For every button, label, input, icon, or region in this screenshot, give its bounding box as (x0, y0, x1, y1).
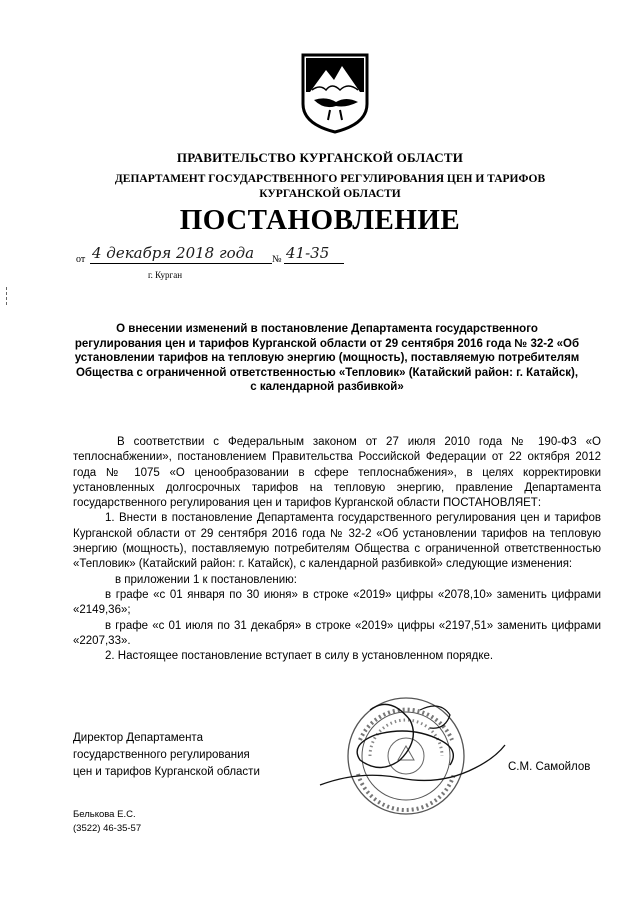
document-subject: О внесении изменений в постановление Департамента государственного регулирования цен и тарифов Курганской области от 29 сентября 2016 года № 32-2 «Об установлении тарифов на тепловую энергию (мощность), поставляемую потребителям Общества с ограниченной ответственностью «Тепловик» (Катайский район: г. Катайск), с календарной разбивкой» (74, 323, 580, 394)
signer-position-line-1: Директор Департамента (73, 732, 203, 744)
executor-info (73, 808, 141, 836)
dateline (76, 246, 376, 276)
document-title: ПОСТАНОВЛЕНИЕ (179, 204, 461, 236)
preamble-paragraph: В соответствии с Федеральным законом от 27 июля 2010 года № 190-ФЗ «О теплоснабжении», постановлением Правительства Российской Федерации от 22 октября 2012 года № 1075 «О ценообразовании в сфере теплоснабжения», в целях корректировки установленных долгосрочных тарифов на тепловую энергию, правление Департамента государственного регулирования цен и тарифов Курганской области ПОСТАНОВЛЯЕТ: (73, 436, 601, 510)
item-1-change-second: в графе «с 01 июля по 31 декабря» в строке «2019» цифры «2197,51» заменить цифрами «2207,33». (73, 619, 601, 647)
department-heading: ДЕПАРТАМЕНТ ГОСУДАРСТВЕННОГО РЕГУЛИРОВАНИЯ ЦЕН И ТАРИФОВ КУРГАНСКОЙ ОБЛАСТИ (114, 173, 546, 200)
handwritten-signature (300, 690, 530, 800)
number-label: № (272, 254, 282, 265)
item-1-appendix-line: в приложении 1 к постановлению: (115, 573, 297, 586)
margin-mark (6, 287, 8, 305)
date-underline (90, 263, 272, 264)
item-1-paragraph: 1. Внести в постановление Департамента государственного регулирования цен и тарифов Курганской области от 29 сентября 2016 года № 32-2 «Об установлении тарифов на тепловую энергию (мощность), поставляемую потребителям Общества с ограниченной ответственностью «Тепловик» (Катайский район: г. Катайск), с календарной разбивкой» следующие изменения: (73, 512, 601, 571)
government-heading: ПРАВИТЕЛЬСТВО КУРГАНСКОЙ ОБЛАСТИ (176, 150, 464, 165)
number-underline (284, 263, 344, 264)
handwritten-number: 41-35 (286, 244, 330, 262)
signer-position-line-2: государственного регулирования (73, 749, 250, 761)
handwritten-date: 4 декабря 2018 года (92, 244, 255, 262)
executor-name: Белькова Е.С. (73, 809, 136, 820)
coat-of-arms-icon (300, 52, 370, 134)
document-body (73, 435, 601, 664)
signer-position-line-3: цен и тарифов Курганской области (73, 766, 260, 778)
item-1-change-first: в графе «с 01 января по 30 июня» в строке «2019» цифры «2078,10» заменить цифрами «2149,36»; (73, 588, 601, 617)
signer-name: С.М. Самойлов (508, 761, 591, 773)
item-2-paragraph: 2. Настоящее постановление вступает в силу в установленном порядке. (105, 650, 494, 663)
city-label: г. Курган (148, 270, 183, 280)
executor-phone: (3522) 46-35-57 (73, 823, 142, 834)
signer-position (73, 730, 313, 781)
from-label: от (76, 254, 86, 265)
